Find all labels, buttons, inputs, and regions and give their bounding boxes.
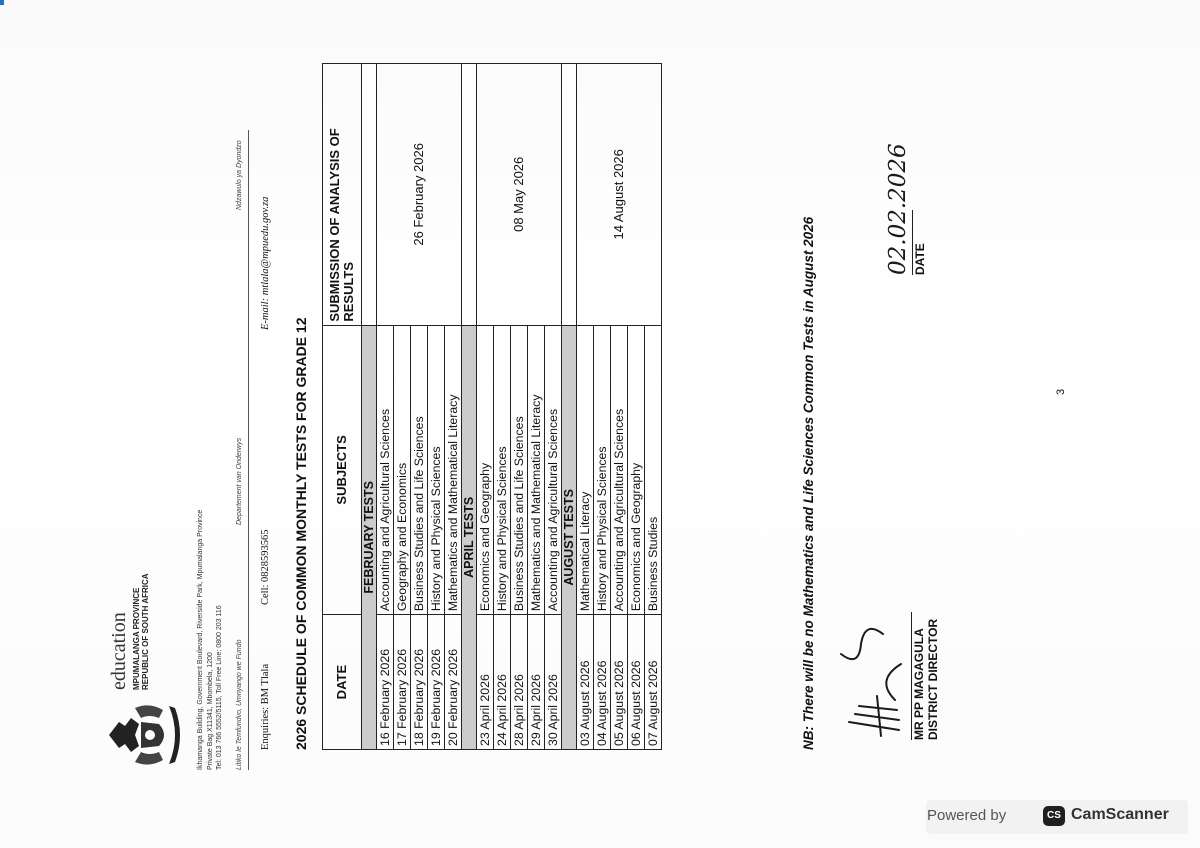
test-date: 18 February 2026 — [411, 615, 428, 750]
section-row — [462, 64, 477, 750]
test-subject: History and Physical Sciences — [594, 325, 611, 615]
test-date: 07 August 2026 — [645, 615, 662, 750]
test-date: 20 February 2026 — [445, 615, 462, 750]
test-subject: Geography and Economics — [394, 325, 411, 615]
test-date: 16 February 2026 — [377, 615, 394, 750]
country-line: REPUBLIC OF SOUTH AFRICA — [141, 573, 150, 690]
test-subject: Business Studies and Life Sciences — [411, 325, 428, 615]
header-divider — [248, 130, 249, 770]
table-row — [477, 64, 494, 750]
test-date: 17 February 2026 — [394, 615, 411, 750]
cell-number: Cell: 0828593565 — [260, 529, 271, 605]
table-header-row — [323, 64, 362, 750]
test-subject: Economics and Geography — [477, 325, 494, 615]
test-subject: Accounting and Agricultural Sciences — [545, 325, 562, 615]
subjects-column-header: SUBJECTS — [323, 325, 362, 615]
note-text: NB: There will be no Mathematics and Life Sciences Common Tests in August 2026 — [801, 216, 816, 750]
address-line: Private Bag X11341, Mbombela, 1200 — [206, 652, 214, 770]
province-name — [132, 573, 150, 690]
address-line: Ikhamanga Building, Government Boulevard, Riverside Park, Mpumalanga Province — [197, 509, 204, 770]
test-date: 05 August 2026 — [611, 615, 628, 750]
test-date: 06 August 2026 — [628, 615, 645, 750]
signatory-position: DISTRICT DIRECTOR — [926, 618, 940, 740]
department-afrikaans: Departement van Onderwys — [236, 437, 243, 525]
department-siswati: Litiko le Temfundvo, Umnyango we Fundo — [236, 639, 243, 770]
section-title: APRIL TESTS — [462, 325, 477, 749]
section-blank — [562, 64, 577, 326]
document-title: 2026 SCHEDULE OF COMMON MONTHLY TESTS FOR GRADE 12 — [293, 317, 309, 750]
test-subject: Accounting and Agricultural Sciences — [611, 325, 628, 615]
submission-date: 14 August 2026 — [577, 64, 662, 326]
education-wordmark: education — [108, 612, 130, 690]
submission-date: 26 February 2026 — [377, 64, 462, 326]
test-date: 28 April 2026 — [511, 615, 528, 750]
test-date: 29 April 2026 — [528, 615, 545, 750]
schedule-table — [322, 63, 662, 750]
test-date: 04 August 2026 — [594, 615, 611, 750]
test-date: 30 April 2026 — [545, 615, 562, 750]
test-subject: Mathematics and Mathematical Literacy — [445, 325, 462, 615]
test-date: 03 August 2026 — [577, 615, 594, 750]
corner-mark — [0, 0, 4, 5]
address-line: Tel: 013 766 5552/5115, Toll Free Line: 0800 203 116 — [216, 605, 223, 770]
section-row — [562, 64, 577, 750]
test-subject: Mathematical Literacy — [577, 325, 594, 615]
page-number: 3 — [1055, 388, 1067, 395]
section-title: FEBRUARY TESTS — [362, 325, 377, 749]
province-line: MPUMALANGA PROVINCE — [132, 587, 141, 690]
department-xitsonga: Ndzawulo ya Dyondzo — [236, 140, 243, 210]
handwritten-signature — [835, 600, 905, 740]
test-subject: Mathematics and Mathematical Literacy — [528, 325, 545, 615]
section-blank — [462, 64, 477, 326]
signatory-block — [912, 619, 940, 740]
test-subject: History and Physical Sciences — [494, 325, 511, 615]
date-label: DATE — [913, 243, 927, 275]
test-subject: Accounting and Agricultural Sciences — [377, 325, 394, 615]
test-date: 24 April 2026 — [494, 615, 511, 750]
email-address: E-mail: mtlala@mpuedu.gov.za — [260, 196, 271, 330]
section-row — [362, 64, 377, 750]
submission-column-header: SUBMISSION OF ANALYSIS OF RESULTS — [323, 64, 362, 326]
signatory-name: MR PP MAGAGULA — [912, 628, 926, 740]
test-subject: History and Physical Sciences — [428, 325, 445, 615]
test-date: 23 April 2026 — [477, 615, 494, 750]
test-subject: Economics and Geography — [628, 325, 645, 615]
camscanner-brand: CamScanner — [1071, 806, 1169, 823]
scanned-document — [50, 0, 1150, 800]
date-column-header: DATE — [323, 615, 362, 750]
coat-of-arms-logo — [105, 700, 181, 770]
section-title: AUGUST TESTS — [562, 325, 577, 749]
submission-date: 08 May 2026 — [477, 64, 562, 326]
powered-by-text: Powered by — [927, 807, 1007, 824]
address-block — [196, 130, 225, 770]
camscanner-logo-icon: CS — [1043, 806, 1065, 826]
test-subject: Business Studies — [645, 325, 662, 615]
section-blank — [362, 64, 377, 326]
handwritten-date: 02.02.2026 — [885, 143, 911, 275]
table-row — [577, 64, 594, 750]
test-date: 19 February 2026 — [428, 615, 445, 750]
enquiries-text: Enquiries: BM Tlala — [260, 663, 271, 750]
table-row — [377, 64, 394, 750]
test-subject: Business Studies and Life Sciences — [511, 325, 528, 615]
